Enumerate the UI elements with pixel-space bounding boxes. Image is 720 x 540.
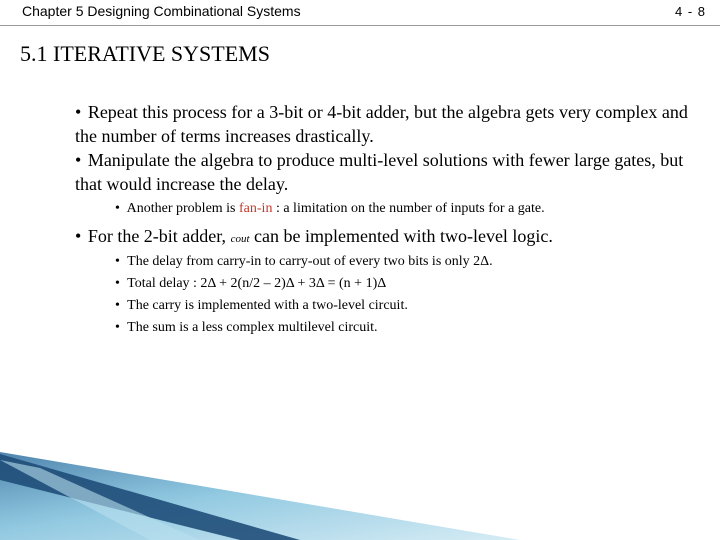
cout-symbol: cout xyxy=(230,233,250,245)
sub-bullet-text: : a limitation on the number of inputs for a gate. xyxy=(272,201,545,216)
sub-bullet-text: Another problem is xyxy=(126,201,240,216)
section-title: 5.1 ITERATIVE SYSTEMS xyxy=(20,41,270,66)
bullet-text: For the 2-bit adder, xyxy=(87,226,231,246)
fan-in-term: fan-in xyxy=(239,201,273,216)
sub-bullet-text: Total delay : 2Δ + 2(n/2 – 2)Δ + 3Δ = (n + 1)Δ xyxy=(127,276,387,291)
bullet-marker: • xyxy=(115,320,120,335)
bullet-marker: • xyxy=(75,150,82,170)
sub-bullet-item xyxy=(115,198,695,220)
bullet-marker: • xyxy=(75,226,82,246)
bullet-text: Manipulate the algebra to produce multi-level solutions with fewer large gates, but that would increase the delay. xyxy=(75,150,684,194)
bullet-text: can be implemented with two-level logic. xyxy=(249,226,553,246)
sub-bullet-text: The sum is a less complex multilevel circuit. xyxy=(127,320,378,335)
bullet-marker: • xyxy=(115,201,120,216)
sub-bullet-item xyxy=(115,295,695,317)
bullet-item xyxy=(75,224,695,251)
slide-decoration xyxy=(0,440,720,540)
chapter-header-title: Chapter 5 Designing Combinational Systems xyxy=(22,3,301,19)
sub-bullet-item xyxy=(115,317,695,339)
sub-bullet-text: The carry is implemented with a two-level circuit. xyxy=(127,298,408,313)
bullet-marker: • xyxy=(115,254,120,269)
sub-bullet-item xyxy=(115,273,695,295)
sub-bullet-text: The delay from carry-in to carry-out of every two bits is only 2Δ. xyxy=(127,254,493,269)
page-number: 4 - 8 xyxy=(674,4,706,19)
bullet-marker: • xyxy=(115,298,120,313)
header-divider xyxy=(0,25,720,26)
bullet-marker: • xyxy=(75,102,82,122)
bullet-text: Repeat this process for a 3-bit or 4-bit adder, but the algebra gets very complex and the number of terms increases drastically. xyxy=(75,102,688,146)
slide-content xyxy=(75,100,695,339)
sub-bullet-item xyxy=(115,251,695,273)
bullet-item xyxy=(75,148,695,196)
bullet-item xyxy=(75,100,695,148)
bullet-marker: • xyxy=(115,276,120,291)
